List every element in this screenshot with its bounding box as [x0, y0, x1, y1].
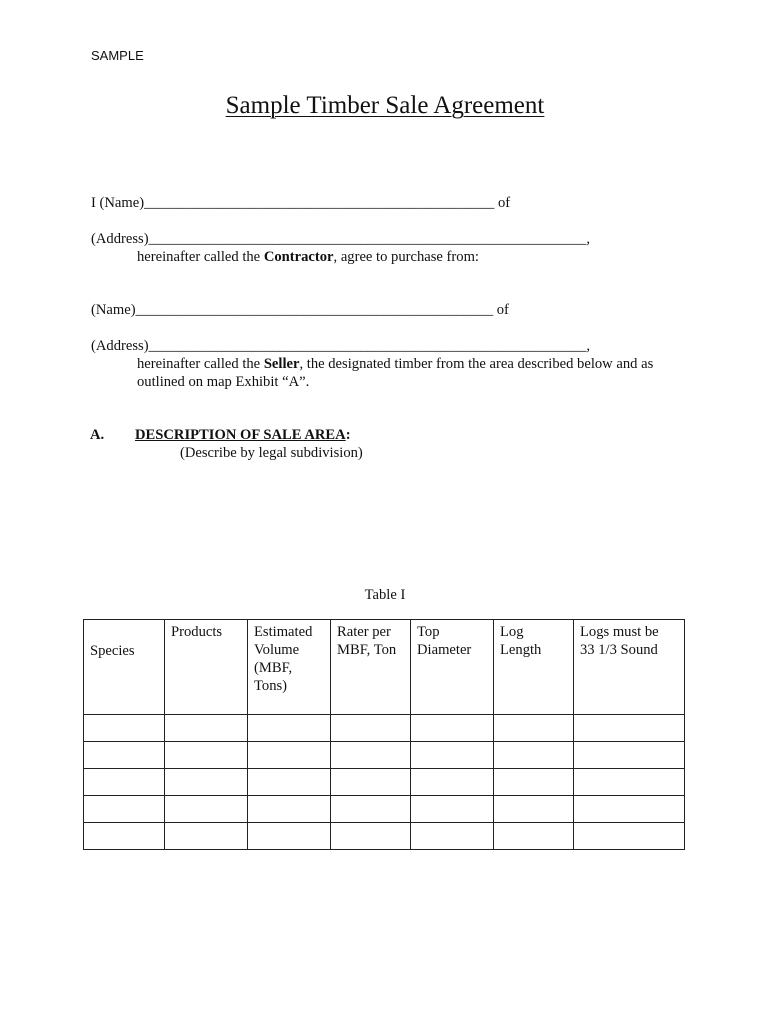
table-cell[interactable] — [494, 769, 574, 796]
table-cell[interactable] — [331, 742, 411, 769]
section-a-title-text: DESCRIPTION OF SALE AREA — [135, 427, 346, 443]
seller-role-prefix: hereinafter called the — [137, 356, 264, 372]
header-log-length — [494, 620, 574, 715]
table-cell[interactable] — [494, 742, 574, 769]
table-cell[interactable] — [165, 769, 248, 796]
contractor-role-word: Contractor — [263, 249, 334, 265]
header-products — [165, 620, 248, 715]
table-cell[interactable] — [574, 769, 685, 796]
table-caption: Table I — [364, 587, 406, 603]
document-title-text: Sample Timber Sale Agreement — [225, 92, 545, 119]
table-cell[interactable] — [574, 823, 685, 850]
header-log-length-line-1: Log — [500, 624, 524, 640]
header-logs-sound — [574, 620, 685, 715]
table-row — [84, 823, 685, 850]
table-row — [84, 742, 685, 769]
table-cell[interactable] — [84, 742, 165, 769]
header-products-text: Products — [171, 624, 223, 640]
table-cell[interactable] — [165, 742, 248, 769]
table-cell[interactable] — [411, 769, 494, 796]
contractor-address-line: (Address)____________________________________________________________, — [91, 231, 591, 247]
header-estimated-volume-line-3: (MBF, — [254, 660, 293, 676]
header-top-diameter-line-2: Diameter — [417, 642, 472, 658]
section-a-colon: : — [345, 427, 351, 443]
section-a-subtitle: (Describe by legal subdivision) — [180, 445, 363, 461]
table-cell[interactable] — [331, 769, 411, 796]
table-cell[interactable] — [248, 742, 331, 769]
header-top-diameter-line-1: Top — [417, 624, 440, 640]
table-row — [84, 715, 685, 742]
document-title — [0, 92, 770, 120]
table-row — [84, 769, 685, 796]
table-cell[interactable] — [411, 823, 494, 850]
table-cell[interactable] — [84, 715, 165, 742]
table-cell[interactable] — [331, 823, 411, 850]
contractor-name-line: I (Name)________________________________________________ of — [91, 195, 511, 211]
header-estimated-volume-line-2: Volume — [254, 642, 300, 658]
table-cell[interactable] — [331, 715, 411, 742]
contractor-role-prefix: hereinafter called the — [137, 249, 264, 265]
table-cell[interactable] — [248, 796, 331, 823]
table-cell[interactable] — [574, 796, 685, 823]
section-a-title — [135, 427, 351, 444]
header-rate-line-2: MBF, Ton — [337, 642, 397, 658]
contractor-role-line — [137, 249, 479, 266]
header-estimated-volume-line-1: Estimated — [254, 624, 313, 640]
table-cell[interactable] — [574, 715, 685, 742]
table-body — [84, 715, 685, 850]
table-cell[interactable] — [248, 769, 331, 796]
table-cell[interactable] — [165, 796, 248, 823]
sample-watermark: SAMPLE — [91, 48, 144, 63]
contractor-role-suffix: , agree to purchase from: — [333, 249, 479, 265]
table-cell[interactable] — [411, 715, 494, 742]
table-header-row — [84, 620, 685, 715]
seller-address-line: (Address)____________________________________________________________, — [91, 338, 591, 354]
header-rate-line-1: Rater per — [337, 624, 391, 640]
seller-role-suffix: , the designated timber from the area described below and as — [299, 356, 654, 372]
header-species — [84, 620, 165, 715]
header-top-diameter — [411, 620, 494, 715]
table-cell[interactable] — [331, 796, 411, 823]
seller-role-line-2: outlined on map Exhibit “A”. — [137, 374, 310, 390]
seller-role-line — [137, 356, 653, 373]
seller-role-word: Seller — [263, 356, 300, 372]
table-cell[interactable] — [84, 823, 165, 850]
seller-name-line: (Name)_________________________________________________ of — [91, 302, 509, 318]
section-a-letter: A. — [90, 427, 105, 443]
header-species-text: Species — [90, 643, 135, 659]
table-row — [84, 796, 685, 823]
header-estimated-volume — [248, 620, 331, 715]
table-cell[interactable] — [411, 742, 494, 769]
table-cell[interactable] — [165, 715, 248, 742]
header-rate — [331, 620, 411, 715]
header-estimated-volume-line-4: Tons) — [254, 678, 288, 694]
table-cell[interactable] — [494, 715, 574, 742]
header-log-length-line-2: Length — [500, 642, 542, 658]
header-logs-sound-line-2: 33 1/3 Sound — [580, 642, 658, 658]
table-cell[interactable] — [494, 823, 574, 850]
table-cell[interactable] — [84, 796, 165, 823]
table-cell[interactable] — [84, 769, 165, 796]
header-logs-sound-line-1: Logs must be — [580, 624, 659, 640]
table-cell[interactable] — [165, 823, 248, 850]
table-cell[interactable] — [248, 715, 331, 742]
table-cell[interactable] — [411, 796, 494, 823]
table-cell[interactable] — [494, 796, 574, 823]
table-cell[interactable] — [574, 742, 685, 769]
timber-table — [83, 619, 685, 850]
table-cell[interactable] — [248, 823, 331, 850]
